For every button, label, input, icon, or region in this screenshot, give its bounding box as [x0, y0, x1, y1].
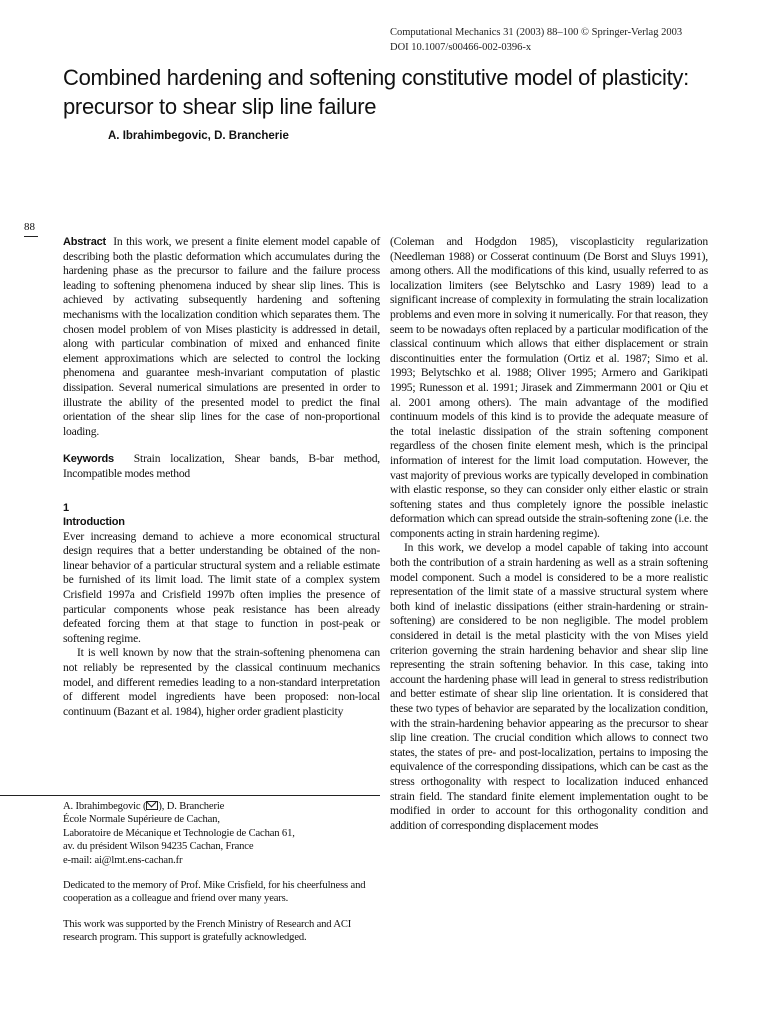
doi: DOI 10.1007/s00466-002-0396-x	[390, 42, 532, 53]
corr-author-name: A. Ibrahimbegovic (	[63, 801, 147, 812]
funding-note: This work was supported by the French Ministry of Research and ACI research program. This support is gratefully acknowledged.	[63, 918, 352, 944]
author-list: A. Ibrahimbegovic, D. Brancherie	[108, 130, 289, 142]
right-paragraph-2: In this work, we develop a model capable of taking into account both the contribution of a strain hardening as well as a strain softening model component. Such a model is considered to be a more realistic representation of the limit state of a massive structural system where both kind of inelastic dissipations (either strain-hardening or strain-softening) are considered to be non negligible. The model problem considered in detail is the metal plasticity with the von Mises yield criterion governing the strain hardening behavior and shear slip line representing the strain softening behavior. In this case, taking into account the hardening phase will lead in general to stress redistribution and better estimate of shear slip line orientation. It is considered that these two types of behavior are separated by the localization condition, with the strain-hardening behavior appearing as the precursor to shear slip line creation. The crucial condition which allows to connect two states, the states of pre- and post-localization, pertains to imposing the equivalence of the corresponding dissipations, which can be cast as the stress orthogonality with respect to localization induced enhanced strain field. The standard finite element implementation ought to be modified in order to account for this orthogonality condition and addition of corresponding displacement modes	[390, 541, 708, 832]
affiliation-line-3: av. du président Wilson 94235 Cachan, France	[63, 841, 254, 853]
affiliation-line-2: Laboratoire de Mécanique et Technologie de Cachan 61,	[63, 827, 295, 839]
keywords-text: Strain localization, Shear bands, B-bar method, Incompatible modes method	[63, 452, 380, 480]
footnotes	[63, 800, 381, 945]
intro-paragraph-1: Ever increasing demand to achieve a more economical structural design requires that a better understanding be obtained of the non-linear behavior of a particular structural system and a reliable estimate be furnished of its limit load. The limit state of a complex system Crisfield 1997a and Crisfield 1997b often implies the presence of particular components whose peak resistance has been already defeated forcing them at that stage to function in post-peak or softening regime.	[63, 529, 380, 645]
co-author-name: ), D. Brancherie	[158, 801, 225, 812]
journal-citation: Computational Mechanics 31 (2003) 88–100 © Springer-Verlag 2003	[390, 27, 683, 38]
margin-rule	[24, 236, 38, 237]
abstract	[63, 235, 380, 439]
corresponding-authors	[63, 800, 381, 813]
envelope-icon	[146, 801, 158, 810]
abstract-text: In this work, we present a finite element model capable of describing both the plastic deformation which accumulates during the hardening phase as the precursor to failure and the failure process leading to softening phenomena induced by shear slip lines. This is achieved by activating subsequently hardening and softening mechanisms with the localization condition which separates them. The chosen model problem of von Mises plasticity is addressed in detail, along with particular combination of mixed and enhanced finite element approximations which are selected to control the locking phenomena and guarantee mesh-invariant computation of plastic dissipation. Several numerical simulations are presented in order to illustrate the ability of the presented model to predict the final orientation of the shear slip lines for the case of non-proportional loading.	[63, 235, 380, 438]
section-title: Introduction	[63, 516, 125, 529]
intro-paragraph-2: It is well known by now that the strain-softening phenomena can not reliably be represented by the classical continuum mechanics model, and different remedies leading to a non-standard interpretation of different model ingredients have been proposed: non-local continuum (Bazant et al. 1984), higher order gradient plasticity	[63, 646, 380, 718]
right-column	[390, 235, 708, 833]
dedication: Dedicated to the memory of Prof. Mike Crisfield, for his cheerfulness and cooperation as a colleague and friend over many years.	[63, 880, 366, 905]
journal-header	[390, 25, 682, 55]
paper-title: Combined hardening and softening constitutive model of plasticity: precursor to shear slip line failure	[63, 65, 689, 119]
email-address: e-mail: ai@lmt.ens-cachan.fr	[63, 854, 183, 866]
affiliation-line-1: École Normale Supérieure de Cachan,	[63, 814, 220, 826]
left-column	[63, 235, 380, 719]
right-paragraph-1: (Coleman and Hodgdon 1985), viscoplasticity regularization (Needleman 1988) or Cosserat continuum (De Borst and Sluys 1991), among others. All the modifications of this kind, usually referred to as localization limiters (see Belytschko and Lasry 1989) lead to a significant increase of complexity in formulating the strain localization problems and even more in solving it numerically. For that reason, they seem to be nowadays often replaced by a particular modification of the classical continuum which allows that either displacement or strain discontinuities enter the formulation (Ortiz et al. 1987; Simo et al. 1993; Belytschko et al. 1988; Oliver 1995; Armero and Garikipati 1995; Runesson et al. 1991; Jirasek and Zimmermann 2001 or Qiu et al. 2001 among others). The main advantage of the modified continuum models of this kind is to provide the adequate measure of the total inelastic dissipation of the strain softening component regardless of the chosen finite element mesh, which is the principal information of interest for the limit load computation. However, the vast majority of previous works are typically developed in combination with elastic response, so they can consider only either elastic or strain softening states and thus completely ignore the possible inelastic deformation which can spread outside the strain-softening zone (i.e. the components acting in strain hardening regime).	[390, 235, 708, 540]
page-number: 88	[24, 221, 35, 233]
section-number: 1	[63, 501, 69, 514]
abstract-label: Abstract	[63, 236, 107, 248]
keywords	[63, 452, 380, 481]
keywords-label: Keywords	[63, 453, 114, 466]
footnote-divider	[0, 795, 380, 796]
